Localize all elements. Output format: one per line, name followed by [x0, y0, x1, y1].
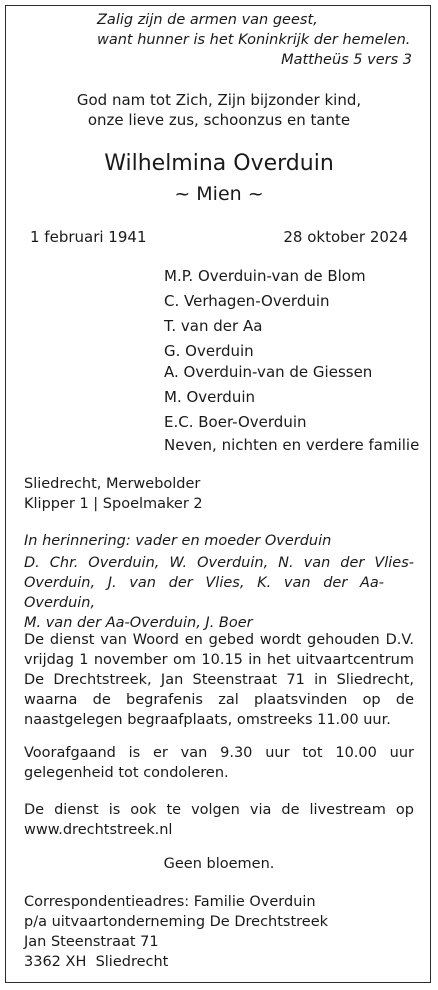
family-member: T. van der Aa	[164, 317, 263, 335]
memory-line: Overduin, J. van der Vlies, K. van der Aa-Overduin,	[24, 575, 384, 611]
intro-line-1: God nam tot Zich, Zijn bijzonder kind,	[76, 91, 362, 109]
service-line: De Drechtstreek, Jan Steenstraat 71 in Sliedrecht,	[24, 672, 414, 688]
death-date: 28 oktober 2024	[283, 228, 408, 246]
birth-date: 1 februari 1941	[30, 228, 147, 246]
memory-line: M. van der Aa-Overduin, J. Boer	[24, 615, 253, 631]
family-member: A. Overduin-van de Giessen	[164, 363, 373, 381]
memory-names	[24, 553, 414, 633]
family-member: Neven, nichten en verdere familie	[164, 436, 420, 454]
location-addresses: Klipper 1 | Spoelmaker 2	[24, 496, 203, 512]
family-member: M.P. Overduin-van de Blom	[164, 267, 366, 285]
service-line: naastgelegen begraafplaats, omstreeks 11.00 uur.	[24, 712, 391, 728]
service-text	[24, 630, 414, 730]
service-line: De dienst van Woord en gebed wordt gehouden D.V.	[24, 632, 414, 648]
family-member: C. Verhagen-Overduin	[164, 292, 330, 310]
bible-quote-line-1: Zalig zijn de armen van geest,	[97, 12, 318, 28]
correspondence-line: Jan Steenstraat 71	[24, 934, 159, 950]
memory-line: D. Chr. Overduin, W. Overduin, N. van der Vlies-	[24, 555, 414, 571]
livestream-line: De dienst is ook te volgen via de livestream op	[24, 802, 414, 818]
correspondence-line: p/a uitvaartonderneming De Drechtstreek	[24, 914, 329, 930]
bible-quote-line-2: want hunner is het Koninkrijk der hemelen.	[97, 32, 411, 48]
bible-quote-reference: Mattheüs 5 vers 3	[281, 52, 412, 68]
memory-heading: In herinnering: vader en moeder Overduin	[24, 533, 332, 549]
family-member: G. Overduin	[164, 342, 254, 360]
intro-line-2: onze lieve zus, schoonzus en tante	[87, 111, 351, 129]
condolence-line: gelegenheid tot condoleren.	[24, 765, 229, 781]
correspondence-line: 3362 XH Sliedrecht	[24, 954, 169, 970]
deceased-name: Wilhelmina Overduin	[104, 151, 334, 176]
no-flowers: Geen bloemen.	[163, 856, 275, 872]
service-line: waarna de begrafenis zal plaatsvinden op de	[24, 692, 414, 708]
service-line: vrijdag 1 november om 10.15 in het uitvaartcentrum	[24, 652, 414, 668]
deceased-nickname: ~ Mien ~	[174, 183, 264, 205]
family-member: M. Overduin	[164, 388, 255, 406]
location-places: Sliedrecht, Merwebolder	[24, 476, 201, 492]
condolence-text	[24, 743, 414, 783]
correspondence-line: Correspondentieadres: Familie Overduin	[24, 894, 316, 910]
family-member: E.C. Boer-Overduin	[164, 413, 307, 431]
condolence-line: Voorafgaand is er van 9.30 uur tot 10.00 uur	[24, 745, 414, 761]
livestream-url: www.drechtstreek.nl	[24, 822, 173, 838]
livestream-text	[24, 800, 414, 840]
